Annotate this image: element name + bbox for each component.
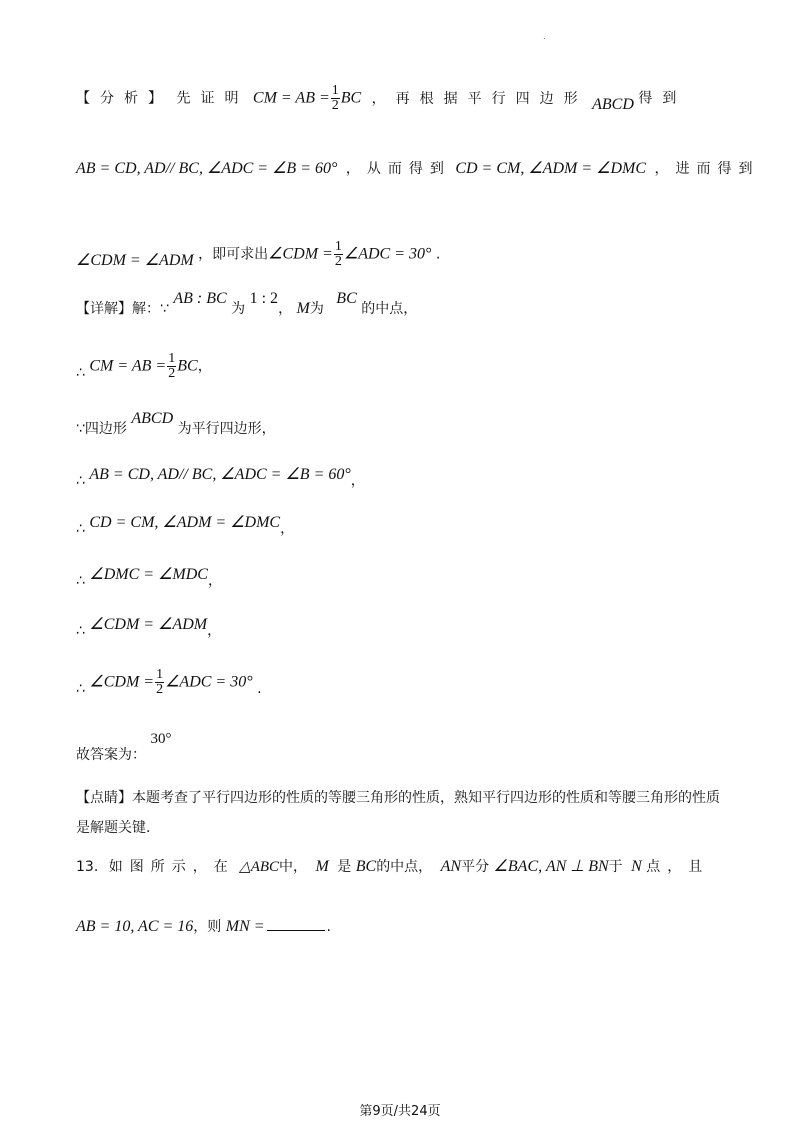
question-13-line-2: AB = 10, AC = 16，则 MN = . — [76, 918, 331, 935]
analysis-label: 【分析】 — [76, 90, 172, 107]
detail-step-7: ∴ ∠CDM = $\frac{1}{2}$ ∠ADC = 30° . — [76, 667, 262, 697]
analysis-line-2: AB = CD, AD// BC, ∠ADC = ∠B = 60° ，从而得到 CD = CM, ∠ADM = ∠DMC ，进而得到 — [76, 160, 760, 177]
detail-line-1: 【详解】解：∵ AB : BC 为 1 : 2， M为 BC 的中点， — [76, 290, 418, 317]
top-mark: . — [543, 32, 546, 41]
comment-label: 【点睛】 — [76, 790, 132, 806]
fraction-half: $\frac{1}{2}$ — [334, 239, 342, 269]
answer-blank[interactable] — [267, 916, 325, 931]
math-cdm-adm: ∠CDM = ∠ADM — [76, 251, 194, 269]
math-abcd: ABCD — [592, 95, 634, 113]
math-parallelogram-props: AB = CD, AD// BC, ∠ADC = ∠B = 60° — [76, 160, 338, 177]
question-number: 13. — [76, 859, 99, 875]
fraction-half: $\frac{1}{2}$ — [168, 351, 176, 381]
math-cm-ab: CM = AB = — [252, 89, 330, 107]
fraction-half: $\frac{1}{2}$ — [156, 667, 164, 697]
detail-step-3: ∴ AB = CD, AD// BC, ∠ADC = ∠B = 60°， — [76, 466, 365, 489]
therefore-symbol: ∴ — [76, 364, 85, 381]
answer-line — [76, 731, 172, 763]
math-cd-cm: CD = CM, ∠ADM = ∠DMC — [455, 160, 647, 177]
detail-step-4: ∴ CD = CM, ∠ADM = ∠DMC， — [76, 514, 295, 537]
detail-label: 【详解】解：∵ — [76, 301, 169, 317]
analysis-line-1: 【分析】 先证明 CM = AB = $\frac{1}{2}$ BC ，再根据平行四边形 ABCD 得到 — [76, 83, 687, 113]
detail-step-5: ∴ ∠DMC = ∠MDC， — [76, 566, 222, 589]
detail-step-6: ∴ ∠CDM = ∠ADM， — [76, 616, 222, 639]
question-13-line-1: 13. 如图所示，在 △ABC中， M 是 BC的中点， AN平分 ∠BAC, AN ⊥ BN于 N 点，且 — [76, 858, 710, 875]
because-symbol: ∵ — [76, 421, 85, 437]
comment-line-1: 【点睛】本题考查了平行四边形的性质的等腰三角形的性质，熟知平行四边形的性质和等腰三角形的性质 — [76, 790, 720, 806]
comment-line-2: 是解题关键. — [76, 820, 151, 836]
detail-step-2: ∵四边形 ABCD 为平行四边形， — [76, 410, 276, 437]
detail-step-1: ∴ CM = AB = $\frac{1}{2}$ BC， — [76, 351, 212, 381]
analysis-line-3: ∠CDM = ∠ADM ，即可求出∠CDM = $\frac{1}{2}$ ∠ADC = 30° . — [76, 239, 441, 269]
fraction-half: $\frac{1}{2}$ — [331, 83, 339, 113]
answer-value: 30° — [150, 731, 172, 747]
page-footer: 第9页/共24页 — [359, 1104, 441, 1119]
answer-label: 故答案为： — [76, 747, 146, 763]
